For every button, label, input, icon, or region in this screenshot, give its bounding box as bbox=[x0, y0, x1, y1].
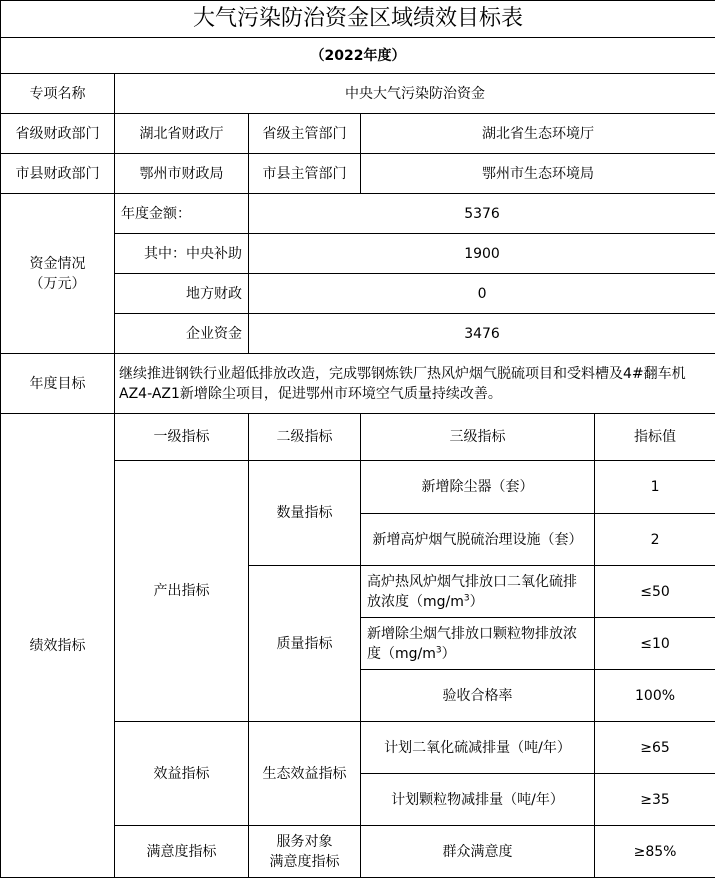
funds-central-value: 1900 bbox=[249, 234, 715, 274]
province-dept-value: 湖北省生态环境厅 bbox=[361, 114, 715, 154]
funds-annual-value: 5376 bbox=[249, 194, 715, 234]
eco-benefit-indicator-label: 生态效益指标 bbox=[249, 722, 361, 826]
indicator-name: 计划颗粒物减排量（吨/年） bbox=[361, 774, 595, 826]
project-name-value: 中央大气污染防治资金 bbox=[115, 74, 715, 114]
indicator-value: ≥35 bbox=[595, 774, 715, 826]
indicator-name-suffix: ） bbox=[469, 593, 484, 610]
performance-label: 绩效指标 bbox=[1, 414, 115, 878]
annual-goal-label: 年度目标 bbox=[1, 354, 115, 414]
funds-annual-label: 年度金额： bbox=[115, 194, 249, 234]
indicator-value: ≤50 bbox=[595, 566, 715, 618]
header-level1: 一级指标 bbox=[115, 414, 249, 461]
output-indicator-label: 产出指标 bbox=[115, 461, 249, 722]
city-finance-label: 市县财政部门 bbox=[1, 154, 115, 194]
indicator-name: 新增除尘器（套） bbox=[361, 461, 595, 514]
indicator-value: 1 bbox=[595, 461, 715, 514]
province-dept-label: 省级主管部门 bbox=[249, 114, 361, 154]
page-title: 大气污染防治资金区域绩效目标表 bbox=[1, 1, 715, 38]
indicator-name bbox=[361, 566, 595, 618]
unit-superscript: 3 bbox=[435, 644, 442, 655]
funds-enterprise-label: 企业资金 bbox=[115, 314, 249, 354]
unit-superscript: 3 bbox=[463, 592, 470, 603]
indicator-name: 验收合格率 bbox=[361, 670, 595, 722]
header-level2: 二级指标 bbox=[249, 414, 361, 461]
funds-enterprise-value: 3476 bbox=[249, 314, 715, 354]
benefit-indicator-label: 效益指标 bbox=[115, 722, 249, 826]
indicator-name-text: 新增除尘烟气排放口颗粒物排放浓度（mg/m bbox=[367, 625, 577, 662]
indicator-value: 2 bbox=[595, 514, 715, 566]
quantity-indicator-label: 数量指标 bbox=[249, 461, 361, 566]
header-level3: 三级指标 bbox=[361, 414, 595, 461]
indicator-value: ≤10 bbox=[595, 618, 715, 670]
indicator-value: ≥65 bbox=[595, 722, 715, 774]
indicator-value: 100% bbox=[595, 670, 715, 722]
indicator-name: 群众满意度 bbox=[361, 826, 595, 878]
funds-label: 资金情况 （万元） bbox=[1, 194, 115, 354]
city-dept-value: 鄂州市生态环境局 bbox=[361, 154, 715, 194]
funds-local-value: 0 bbox=[249, 274, 715, 314]
indicator-name: 计划二氧化硫减排量（吨/年） bbox=[361, 722, 595, 774]
indicator-name: 新增高炉烟气脱硫治理设施（套） bbox=[361, 514, 595, 566]
indicator-name-text: 高炉热风炉烟气排放口二氧化硫排放浓度（mg/m bbox=[367, 573, 577, 610]
province-finance-value: 湖北省财政厅 bbox=[115, 114, 249, 154]
indicator-name bbox=[361, 618, 595, 670]
year-subtitle: （2022年度） bbox=[1, 38, 715, 74]
header-value: 指标值 bbox=[595, 414, 715, 461]
city-finance-value: 鄂州市财政局 bbox=[115, 154, 249, 194]
province-finance-label: 省级财政部门 bbox=[1, 114, 115, 154]
indicator-value: ≥85% bbox=[595, 826, 715, 878]
funds-local-label: 地方财政 bbox=[115, 274, 249, 314]
indicator-name-suffix: ） bbox=[441, 645, 456, 662]
funds-central-label: 其中：中央补助 bbox=[115, 234, 249, 274]
city-dept-label: 市县主管部门 bbox=[249, 154, 361, 194]
service-satisfaction-label: 服务对象 满意度指标 bbox=[249, 826, 361, 878]
annual-goal-text: 继续推进钢铁行业超低排放改造，完成鄂钢炼铁厂热风炉烟气脱硫项目和受料槽及4#翻车机AZ4-AZ1新增除尘项目，促进鄂州市环境空气质量持续改善。 bbox=[115, 354, 715, 414]
project-name-label: 专项名称 bbox=[1, 74, 115, 114]
satisfaction-indicator-label: 满意度指标 bbox=[115, 826, 249, 878]
quality-indicator-label: 质量指标 bbox=[249, 566, 361, 722]
